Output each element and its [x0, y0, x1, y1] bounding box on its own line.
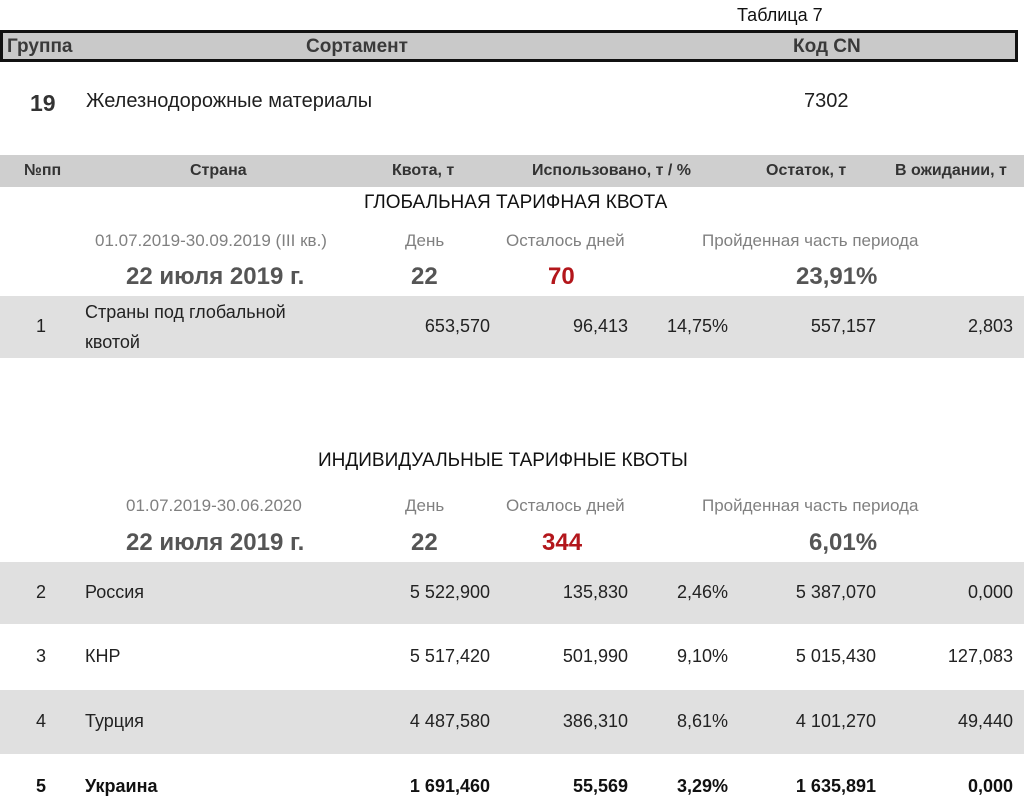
- row-pending: 0,000: [967, 776, 1013, 796]
- row-remaining: 4 101,270: [795, 711, 876, 731]
- assortment-name: Железнодорожные материалы: [86, 90, 373, 112]
- global-section-title: ГЛОБАЛЬНАЯ ТАРИФНАЯ КВОТА: [364, 192, 668, 213]
- individual-day-label: День: [405, 496, 445, 515]
- row-quota: 4 487,580: [409, 711, 490, 731]
- table-number-label: Таблица 7: [737, 5, 823, 25]
- global-elapsed-value: 23,91%: [796, 263, 878, 290]
- individual-days-left-label: Осталось дней: [506, 496, 625, 515]
- row-used: 96,413: [572, 316, 628, 336]
- row-used: 386,310: [562, 711, 628, 731]
- table-row: [0, 756, 1024, 808]
- row-country-cont: квотой: [85, 332, 140, 352]
- row-country: Турция: [85, 711, 144, 731]
- row-country: Украина: [85, 776, 158, 796]
- row-remaining: 557,157: [810, 316, 876, 336]
- global-day-value: 22: [411, 263, 438, 290]
- group-number: 19: [30, 90, 56, 116]
- row-used-pct: 2,46%: [676, 582, 728, 602]
- row-pending: 2,803: [967, 316, 1013, 336]
- global-elapsed-label: Пройденная часть периода: [702, 231, 919, 250]
- row-used-pct: 8,61%: [676, 711, 728, 731]
- row-used-pct: 3,29%: [676, 776, 728, 796]
- row-pending: 0,000: [967, 582, 1013, 602]
- global-period: 01.07.2019-30.09.2019 (III кв.): [95, 231, 327, 250]
- row-quota: 5 522,900: [409, 582, 490, 602]
- col-quota-header: Квота, т: [392, 162, 455, 179]
- global-day-label: День: [405, 231, 445, 250]
- row-remaining: 5 015,430: [795, 646, 876, 666]
- individual-elapsed-label: Пройденная часть периода: [702, 496, 919, 515]
- individual-elapsed-value: 6,01%: [809, 529, 878, 556]
- group-header-bar: [0, 30, 1018, 62]
- row-num: 2: [36, 582, 47, 602]
- row-num: 4: [36, 711, 47, 731]
- column-header-bar: [0, 155, 1024, 187]
- individual-section-title: ИНДИВИДУАЛЬНЫЕ ТАРИФНЫЕ КВОТЫ: [318, 450, 688, 471]
- cn-code: 7302: [804, 90, 849, 112]
- col-used-header: Использовано, т / %: [532, 162, 692, 179]
- row-quota: 653,570: [424, 316, 490, 336]
- group-header-label: Группа: [7, 36, 73, 57]
- global-days-left-label: Осталось дней: [506, 231, 625, 250]
- table-row: [0, 296, 1024, 358]
- col-num-header: №пп: [24, 162, 62, 179]
- row-country: Страны под глобальной: [85, 302, 286, 322]
- row-country: Россия: [85, 582, 145, 602]
- row-num: 5: [36, 776, 47, 796]
- row-num: 1: [36, 316, 47, 336]
- individual-days-left-value: 344: [542, 529, 583, 556]
- global-date: 22 июля 2019 г.: [126, 263, 305, 290]
- row-quota: 1 691,460: [409, 776, 490, 796]
- individual-date: 22 июля 2019 г.: [126, 529, 305, 556]
- row-quota: 5 517,420: [409, 646, 490, 666]
- row-num: 3: [36, 646, 47, 666]
- row-remaining: 1 635,891: [795, 776, 876, 796]
- global-days-left-value: 70: [548, 263, 575, 290]
- col-country-header: Страна: [190, 162, 247, 179]
- row-used: 55,569: [572, 776, 628, 796]
- table-row: [0, 626, 1024, 688]
- individual-day-value: 22: [411, 529, 438, 556]
- row-used-pct: 14,75%: [666, 316, 728, 336]
- col-pending-header: В ожидании, т: [895, 162, 1007, 179]
- row-used: 501,990: [562, 646, 628, 666]
- row-remaining: 5 387,070: [795, 582, 876, 602]
- table-row: [0, 690, 1024, 754]
- assortment-header-label: Сортамент: [306, 36, 408, 57]
- col-remaining-header: Остаток, т: [766, 162, 847, 179]
- row-pending: 49,440: [957, 711, 1013, 731]
- row-country: КНР: [85, 646, 121, 666]
- table-row: [0, 562, 1024, 624]
- row-used-pct: 9,10%: [676, 646, 728, 666]
- cn-header-label: Код CN: [793, 36, 861, 57]
- row-used: 135,830: [562, 582, 628, 602]
- row-pending: 127,083: [947, 646, 1013, 666]
- individual-period: 01.07.2019-30.06.2020: [126, 496, 302, 515]
